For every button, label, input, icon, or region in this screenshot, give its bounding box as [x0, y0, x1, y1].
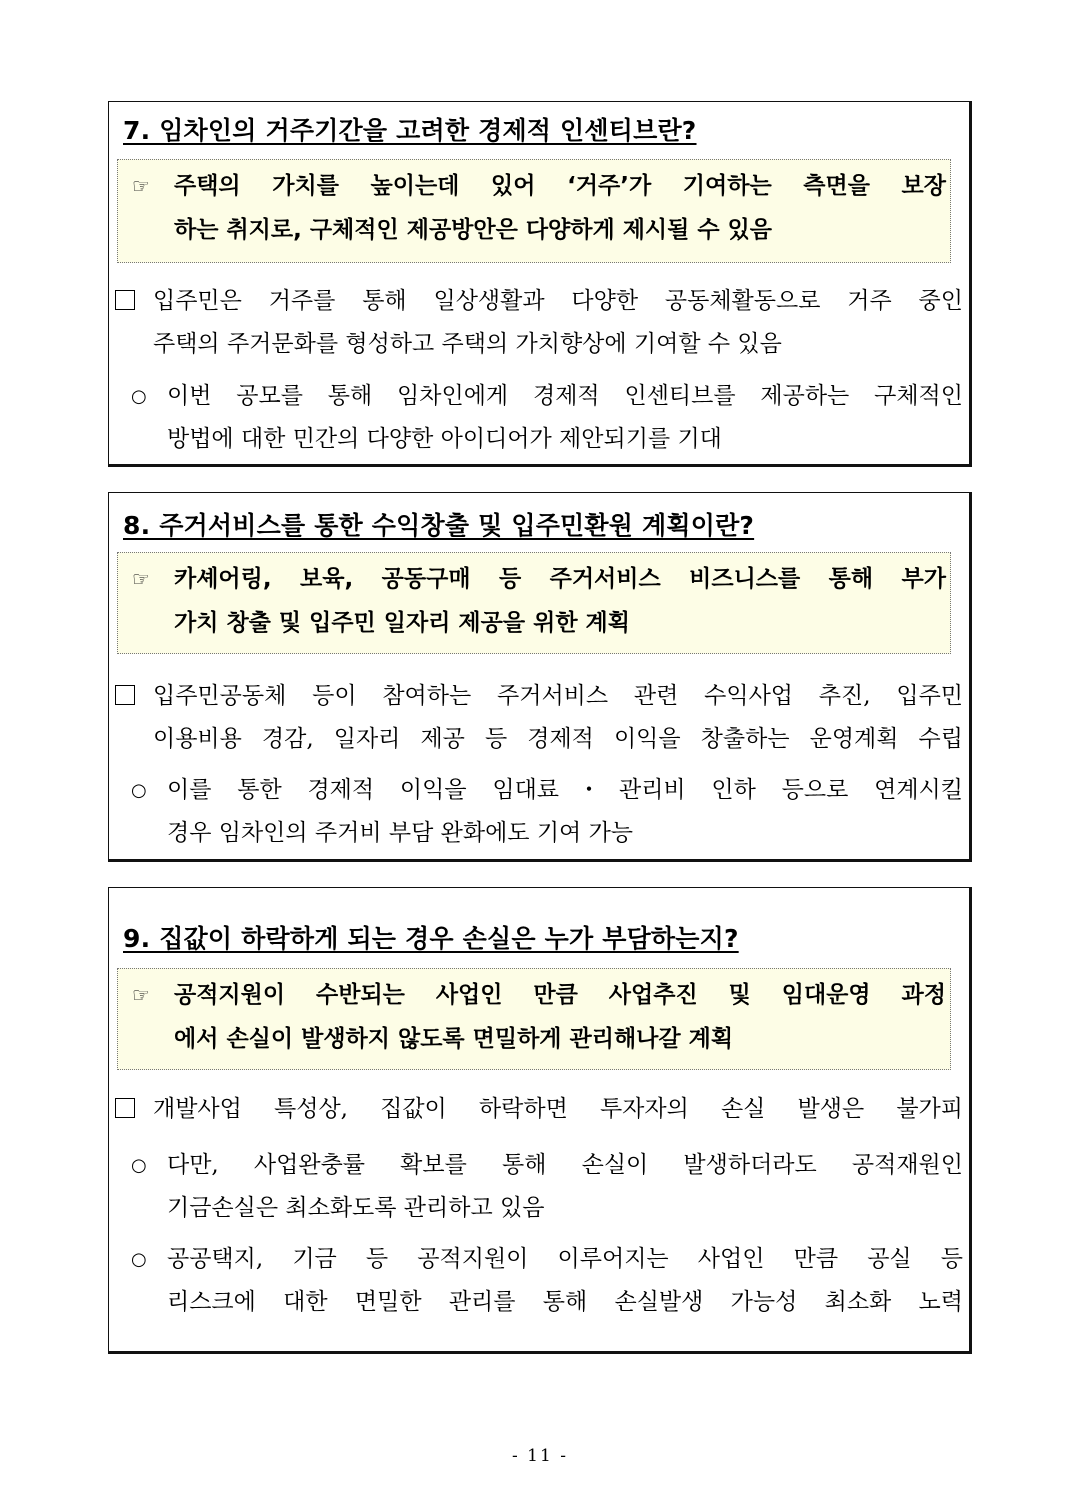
page-number: - 11 -	[512, 1446, 568, 1466]
circle-bullet-icon: ○	[131, 1155, 147, 1176]
circle-bullet-icon: ○	[131, 1249, 147, 1270]
item-line: 공공택지, 기금 등 공적지원이 이루어지는 사업인 만큼 공실 등	[167, 1246, 963, 1272]
item-line: 리스크에 대한 면밀한 관리를 통해 손실발생 가능성 최소화 노력	[167, 1289, 963, 1315]
item-line: 기금손실은 최소화도록 관리하고 있음	[167, 1195, 545, 1221]
circle-bullet-item	[109, 375, 963, 461]
circle-bullet-icon: ○	[131, 386, 147, 407]
circle-bullet-item	[109, 769, 963, 855]
answer-line: 가치 창출 및 입주민 일자리 제공을 위한 계획	[174, 610, 630, 636]
item-line: 입주민은 거주를 통해 일상생활과 다양한 공동체활동으로 거주 중인	[153, 288, 963, 314]
answer-line: 카셰어링, 보육, 공동구매 등 주거서비스 비즈니스를 통해 부가	[174, 566, 946, 592]
circle-bullet-item	[109, 1238, 963, 1324]
item-line: 경우 임차인의 주거비 부담 완화에도 기여 가능	[167, 820, 634, 846]
qa-section-7	[108, 101, 972, 467]
pointing-hand-icon: ☞	[132, 174, 150, 198]
item-line: 이를 통한 경제적 이익을 임대료・관리비 인하 등으로 연계시킬	[167, 777, 963, 803]
qa-section-8	[108, 492, 972, 862]
item-line: 입주민공동체 등이 참여하는 주거서비스 관련 수익사업 추진, 입주민	[153, 683, 963, 709]
answer-summary-box	[117, 968, 951, 1070]
square-bullet-item	[109, 1088, 963, 1131]
answer-line: 하는 취지로, 구체적인 제공방안은 다양하게 제시될 수 있음	[174, 217, 773, 243]
answer-line: 공적지원이 수반되는 사업인 만큼 사업추진 및 임대운영 과정	[174, 982, 946, 1008]
circle-bullet-icon: ○	[131, 780, 147, 801]
question-title: 7. 임차인의 거주기간을 고려한 경제적 인센티브란?	[123, 116, 697, 145]
answer-summary-box	[117, 552, 951, 654]
question-title: 8. 주거서비스를 통한 수익창출 및 입주민환원 계획이란?	[123, 511, 755, 540]
item-line: 이번 공모를 통해 임차인에게 경제적 인센티브를 제공하는 구체적인	[167, 383, 963, 409]
question-title: 9. 집값이 하락하게 되는 경우 손실은 누가 부담하는지?	[123, 924, 739, 953]
item-line: 이용비용 경감, 일자리 제공 등 경제적 이익을 창출하는 운영계획 수립	[153, 726, 963, 752]
square-bullet-item	[109, 675, 963, 761]
circle-bullet-item	[109, 1144, 963, 1230]
pointing-hand-icon: ☞	[132, 983, 150, 1007]
square-bullet-item	[109, 280, 963, 366]
answer-line: 주택의 가치를 높이는데 있어 ‘거주’가 기여하는 측면을 보장	[174, 173, 946, 199]
answer-summary-box	[117, 159, 951, 263]
item-line: 방법에 대한 민간의 다양한 아이디어가 제안되기를 기대	[167, 426, 722, 452]
qa-section-9	[108, 887, 972, 1354]
item-line: 다만, 사업완충률 확보를 통해 손실이 발생하더라도 공적재원인	[167, 1152, 963, 1178]
pointing-hand-icon: ☞	[132, 567, 150, 591]
item-line: 주택의 주거문화를 형성하고 주택의 가치향상에 기여할 수 있음	[153, 331, 782, 357]
item-line: 개발사업 특성상, 집값이 하락하면 투자자의 손실 발생은 불가피	[153, 1096, 963, 1122]
answer-line: 에서 손실이 발생하지 않도록 면밀하게 관리해나갈 계획	[174, 1026, 734, 1052]
